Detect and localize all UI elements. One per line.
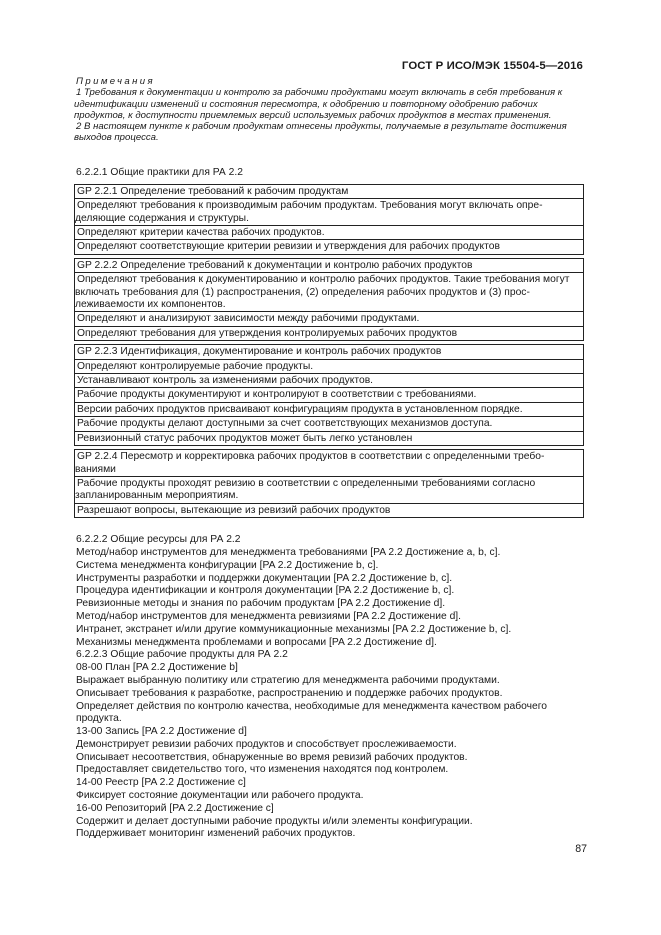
workproduct-item: Демонстрирует ревизии рабочих продуктов и способствует прослеживаемости. xyxy=(76,738,457,750)
practice-line: Определяют и анализируют зависимости между рабочими продуктами. xyxy=(75,311,583,325)
resource-item: Система менеджмента конфигурации [PA 2.2 Достижение b, c]. xyxy=(76,559,379,571)
practice-line: Определяют контролируемые рабочие продукты. xyxy=(75,359,583,373)
practice-line: GP 2.2.4 Пересмотр и корректировка рабочих продуктов в соответствии с определенными требо-ваниями xyxy=(75,451,545,475)
section-heading: 6.2.2.1 Общие практики для РА 2.2 xyxy=(76,167,243,178)
workproduct-item: 16-00 Репозиторий [PA 2.2 Достижение c] xyxy=(76,802,274,814)
practice-line: Рабочие продукты проходят ревизию в соответствии с определенными требованиями согласно запланированным мероприятиям. xyxy=(75,476,583,503)
workproduct-item: 14-00 Реестр [PA 2.2 Достижение c] xyxy=(76,777,246,789)
practice-line: Рабочие продукты делают доступными за счет соответствующих механизмов доступа. xyxy=(75,416,583,430)
practice-line: Рабочие продукты документируют и контролируют в соответствии с требованиями. xyxy=(75,387,583,401)
practice-block xyxy=(74,449,584,518)
practice-line: Определяют требования к документированию и контролю рабочих продуктов. Такие требования могут включать требования для (1) распространения, (2) определения рабочих продуктов и (3) прос-леживаемости их компонентов. xyxy=(75,272,583,311)
section-heading: 6.2.2.3 Общие рабочие продукты для РА 2.2 xyxy=(76,649,288,661)
workproduct-item: Поддерживает мониторинг изменений рабочих продуктов. xyxy=(76,828,356,840)
workproduct-item: Описывает требования к разработке, распространению и поддержке рабочих продуктов. xyxy=(76,687,503,699)
note-item: 1 Требования к документации и контролю за рабочими продуктами могут включать в себя требования к идентификации изменений и состояния пересмотра, к одобрению и повторному одобрению рабочих продуктов, к доступности приемлемых версий используемых рабочих продуктов в местах применения. xyxy=(74,87,563,121)
workproduct-item: Содержит и делает доступными рабочие продукты и/или элементы конфигурации. xyxy=(76,815,473,827)
practice-line: Ревизионный статус рабочих продуктов может быть легко установлен xyxy=(75,431,583,445)
resource-item: Интранет, экстранет и/или другие коммуникационные механизмы [PA 2.2 Достижение b, c]. xyxy=(76,623,512,635)
workproduct-item: 13-00 Запись [PA 2.2 Достижение d] xyxy=(76,726,247,738)
page-number: 87 xyxy=(575,843,587,855)
practice-block xyxy=(74,344,584,446)
resources-list xyxy=(74,534,584,841)
notes-block xyxy=(74,76,584,144)
note-item: 2 В настоящем пункте к рабочим продуктам отнесены продукты, получаемые в результате достижения выходов процесса. xyxy=(74,121,567,144)
practice-line: Определяют требования к производимым рабочим продуктам. Требования могут включать опре-деляющие содержания и структуры. xyxy=(75,198,583,225)
resource-item: Метод/набор инструментов для менеджмента требованиями [PA 2.2 Достижение a, b, c]. xyxy=(76,546,501,558)
practice-line: GP 2.2.1 Определение требований к рабочим продуктам xyxy=(77,185,349,197)
practice-line: Определяют критерии качества рабочих продуктов. xyxy=(75,225,583,239)
main-content xyxy=(74,165,584,841)
workproduct-item: Предоставляет свидетельство того, что изменения находятся под контролем. xyxy=(76,764,449,776)
workproduct-item: Фиксирует состояние документации или рабочего продукта. xyxy=(76,790,364,802)
resource-item: Инструменты разработки и поддержки документации [PA 2.2 Достижение b, c]. xyxy=(76,572,453,584)
practices-table xyxy=(74,184,584,518)
practice-line: Определяют соответствующие критерии ревизии и утверждения для рабочих продуктов xyxy=(75,239,583,253)
practice-line: Разрешают вопросы, вытекающие из ревизий рабочих продуктов xyxy=(75,503,583,517)
workproduct-item: Описывает несоответствия, обнаруженные во время ревизий рабочих продуктов. xyxy=(76,751,468,763)
resource-item: Механизмы менеджмента проблемами и вопросами [PA 2.2 Достижение d]. xyxy=(76,636,437,648)
practice-line: Определяют требования для утверждения контролируемых рабочих продуктов xyxy=(75,326,583,340)
practice-line: GP 2.2.2 Определение требований к документации и контролю рабочих продуктов xyxy=(77,259,473,271)
practice-block xyxy=(74,184,584,255)
section-heading: 6.2.2.2 Общие ресурсы для РА 2.2 xyxy=(76,534,241,546)
workproduct-item: Выражает выбранную политику или стратегию для менеджмента рабочими продуктами. xyxy=(76,674,500,686)
workproduct-item: 08-00 План [PA 2.2 Достижение b] xyxy=(76,662,238,674)
notes-title: Примечания xyxy=(76,76,156,87)
practice-block xyxy=(74,258,584,341)
resource-item: Процедура идентификации и контроля документации [PA 2.2 Достижение b, c]. xyxy=(76,585,455,597)
document-header: ГОСТ Р ИСО/МЭК 15504-5—2016 xyxy=(401,60,583,72)
practice-line: GP 2.2.3 Идентификация, документирование и контроль рабочих продуктов xyxy=(77,346,442,358)
workproduct-item: Определяет действия по контролю качества, необходимые для менеджмента качеством рабочего продукта. xyxy=(76,700,547,725)
resource-item: Ревизионные методы и знания по рабочим продуктам [PA 2.2 Достижение d]. xyxy=(76,598,446,610)
resource-item: Метод/набор инструментов для менеджмента ревизиями [PA 2.2 Достижение d]. xyxy=(76,610,462,622)
practice-line: Версии рабочих продуктов присваивают конфигурациям продукта в установленном порядке. xyxy=(75,402,583,416)
practice-line: Устанавливают контроль за изменениями рабочих продуктов. xyxy=(75,373,583,387)
